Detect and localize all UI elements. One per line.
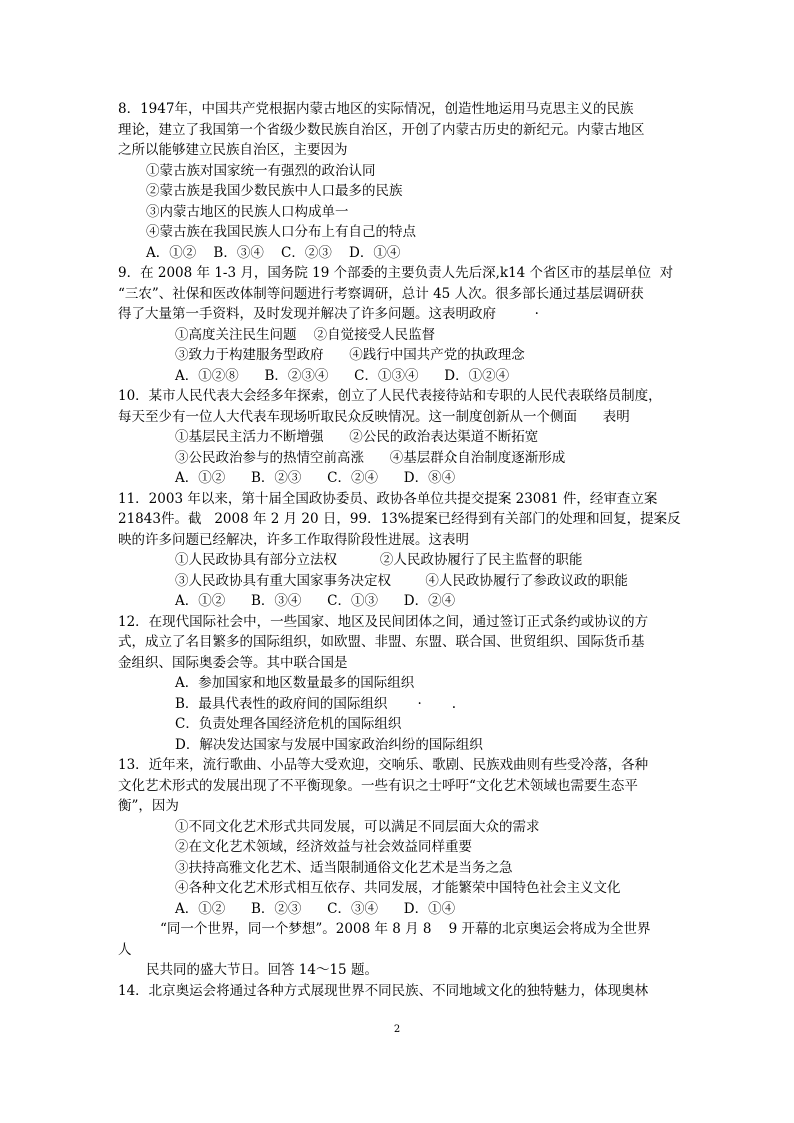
- text-line: 每天至少有一位人大代表车现场听取民众反映情况。这一制度创新从一个侧面 表明: [118, 408, 630, 425]
- text-line: C．负责处理各国经济危机的国际组织: [175, 716, 402, 732]
- text-line: B．最具代表性的政府间的国际组织 · .: [175, 695, 457, 712]
- text-line: ③内蒙古地区的民族人口构成单一: [146, 203, 349, 220]
- text-line: ①蒙古族对国家统一有强烈的政治认同: [146, 162, 376, 179]
- text-line: 之所以能够建立民族自治区，主要因为: [118, 142, 348, 158]
- text-line: 12．在现代国际社会中，一些国家、地区及民间团体之间，通过签订正式条约或协议的方: [118, 613, 649, 630]
- text-line: A．①②⑧ B．②③④ C．①③④ D．①②④: [175, 367, 510, 384]
- text-line: 21843件。截 2008 年 2 月 20 日，99．13%提案已经得到有关部门的处理和回复，提案反: [118, 511, 681, 527]
- text-line: 11．2003 年以来，第十届全国政协委员、政协各单位共提交提案 23081 件，经审查立案: [118, 490, 658, 507]
- text-line: A．①② B．③④ C．①③ D．②④: [175, 593, 456, 609]
- page-number: 2: [393, 1024, 401, 1035]
- text-line: ①高度关注民生问题 ②自觉接受人民监督: [175, 326, 436, 343]
- text-line: ①人民政协具有部分立法权 ②人民政协履行了民主监督的职能: [175, 552, 583, 568]
- text-line: ③致力于构建服务型政府 ④践行中国共产党的执政理念: [175, 347, 525, 363]
- text-line: 金组织、国际奥委会等。其中联合国是: [118, 654, 348, 671]
- text-line: 映的许多问题已经解决，许多工作取得阶段性进展。这表明: [118, 531, 469, 548]
- text-line: ①基层民主活力不断增强 ②公民的政治表达渠道不断拓宽: [175, 429, 539, 445]
- text-line: 理论，建立了我国第一个省级少数民族自治区，开创了内蒙古历史的新纪元。内蒙古地区: [118, 121, 645, 138]
- text-line: ③人民政协具有重大国家事务决定权 ④人民政协履行了参政议政的职能: [175, 572, 628, 589]
- text-line: 13．近年来，流行歌曲、小品等大受欢迎，交响乐、歌剧、民族戏曲则有些受冷落，各种: [118, 757, 649, 773]
- text-line: 8．1947年，中国共产党根据内蒙古地区的实际情况，创造性地运用马克思主义的民族: [118, 101, 634, 117]
- text-line: ④蒙古族在我国民族人口分布上有自己的特点: [146, 224, 416, 240]
- text-line: A．①② B．②③ C．②④ D．⑧④: [175, 470, 456, 486]
- text-line: ①不同文化艺术形式共同发展，可以满足不同层面大众的需求: [175, 818, 540, 835]
- text-line: A．①② B．②③ C．③④ D．①④: [175, 900, 456, 917]
- text-line: 9．在 2008 年 1-3 月，国务院 19 个部委的主要负责人先后深,k14 个省区市的基层单位 对: [118, 265, 674, 281]
- text-line: ②在文化艺术领域，经济效益与社会效益同样重要: [175, 839, 472, 855]
- text-line: 人: [118, 941, 132, 958]
- text-line: 式，成立了名目繁多的国际组织，如欧盟、非盟、东盟、联合国、世贸组织、国际货币基: [118, 634, 645, 650]
- text-line: ③扶持高雅文化艺术、适当限制通俗文化艺术是当务之急: [175, 859, 513, 876]
- text-line: 衡”，因为: [118, 798, 179, 814]
- text-line: ③公民政治参与的热情空前高涨 ④基层群众自治制度逐渐形成: [175, 449, 566, 466]
- text-line: 14．北京奥运会将通过各种方式展现世界不同民族、不同地域文化的独特魅力，体现奥林: [118, 982, 649, 999]
- text-line: A．①② B．③④ C．②③ D．①④: [146, 244, 401, 261]
- text-line: “三农”、社保和医改体制等问题进行考察调研，总计 45 人次。很多部长通过基层调研获: [118, 285, 644, 302]
- text-line: ②蒙古族是我国少数民族中人口最多的民族: [146, 183, 403, 199]
- text-line: 得了大量第一手资料，及时发现并解决了许多问题。这表明政府 ·: [118, 306, 539, 322]
- text-line: 民共同的盛大节日。回答 14～15 题。: [146, 962, 378, 978]
- text-line: 文化艺术形式的发展出现了不平衡现象。一些有识之士呼吁“文化艺术领域也需要生态平: [118, 777, 638, 794]
- text-line: A．参加国家和地区数量最多的国际组织: [175, 675, 415, 691]
- text-line: ④各种文化艺术形式相互依存、共同发展，才能繁荣中国特色社会主义文化: [175, 880, 621, 896]
- text-line: 10．某市人民代表大会经多年探索，创立了人民代表接待站和专职的人民代表联络员制度，: [118, 388, 662, 404]
- text-line: “同一个世界，同一个梦想”。2008 年 8 月 8 9 开幕的北京奥运会将成为全世界: [160, 921, 651, 937]
- text-line: D．解决发达国家与发展中国家政治纠纷的国际组织: [175, 736, 483, 753]
